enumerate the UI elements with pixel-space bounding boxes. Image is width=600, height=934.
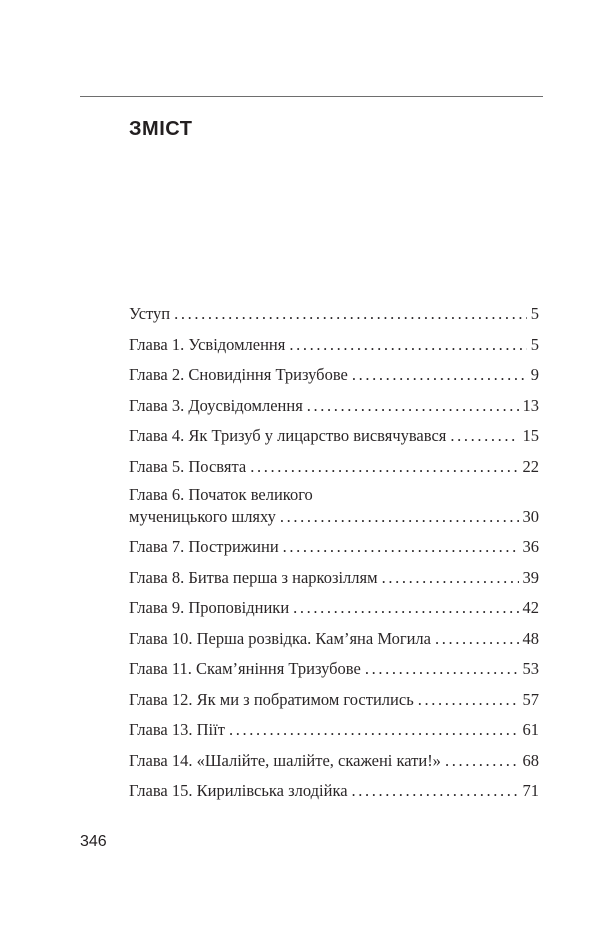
- dot-leader: [418, 688, 519, 712]
- toc-entry-title: Глава 9. Проповідники: [129, 598, 290, 617]
- toc-entry-page: 71: [522, 781, 539, 800]
- toc-entry-title: Глава 3. Доусвідомлення: [129, 395, 303, 415]
- dot-leader: [352, 779, 519, 803]
- toc-entry-chapter-9[interactable]: [129, 596, 539, 627]
- toc-entry-chapter-6[interactable]: [129, 485, 539, 535]
- top-rule: [80, 96, 543, 97]
- page-number: 346: [80, 833, 107, 850]
- dot-leader: [229, 718, 519, 742]
- dot-leader: [293, 596, 518, 620]
- dot-leader: [280, 505, 519, 529]
- toc-entry-chapter-12[interactable]: [129, 688, 539, 719]
- toc-entry-page: 30: [522, 507, 539, 526]
- toc-entry-chapter-2[interactable]: [129, 363, 539, 394]
- toc-entry-title-line-1: Глава 6. Початок великого: [129, 485, 313, 504]
- toc-entry-title: Глава 7. Пострижини: [129, 537, 279, 556]
- dot-leader: [445, 749, 519, 773]
- dot-leader: [450, 424, 518, 448]
- toc-entry-chapter-15[interactable]: [129, 779, 539, 810]
- toc-entry-title: Глава 5. Посвята: [129, 456, 247, 476]
- toc-entry-title-line-2: мученицького шляху: [129, 507, 276, 526]
- toc-entry-title: Глава 15. Кирилівська злодійка: [129, 781, 348, 800]
- dot-leader: [250, 455, 518, 479]
- toc-entry-chapter-1[interactable]: [129, 333, 539, 364]
- toc-entry-chapter-13[interactable]: [129, 718, 539, 749]
- toc-entry-title: Глава 14. «Шалійте, шалійте, скажені кати!»: [129, 750, 441, 770]
- toc-entry-title: Глава 10. Перша розвідка. Кам’яна Могила: [129, 628, 431, 648]
- toc-entry-title-line-1-row: [129, 485, 539, 505]
- toc-entry-title: Глава 13. Піїт: [129, 720, 225, 739]
- toc-entry-chapter-5[interactable]: [129, 455, 539, 486]
- toc-entry-page: 42: [522, 598, 539, 617]
- toc-entry-chapter-7[interactable]: [129, 535, 539, 566]
- dot-leader: [174, 302, 527, 326]
- toc-entry-chapter-11[interactable]: [129, 657, 539, 688]
- toc-entry-page: 9: [530, 365, 539, 384]
- toc-entry-title: Глава 11. Скам’яніння Тризубове: [129, 659, 361, 678]
- toc-entry-chapter-3[interactable]: [129, 394, 539, 425]
- dot-leader: [382, 566, 519, 590]
- toc-entry-title: Уступ: [129, 304, 171, 323]
- toc-entry-page: 39: [522, 567, 539, 587]
- dot-leader: [365, 657, 519, 681]
- toc-entry-chapter-14[interactable]: [129, 749, 539, 780]
- dot-leader: [307, 394, 519, 418]
- dot-leader: [283, 535, 519, 559]
- dot-leader: [352, 363, 527, 387]
- toc-entry-chapter-10[interactable]: [129, 627, 539, 658]
- toc-entry-page: 5: [530, 334, 539, 354]
- toc-entry-title-line-2-row: [129, 505, 539, 535]
- toc-entry-title: Глава 8. Битва перша з наркозіллям: [129, 567, 378, 587]
- toc-entry-page: 22: [522, 456, 539, 476]
- toc-entry-page: 57: [522, 689, 539, 709]
- toc-entry-page: 15: [522, 426, 539, 445]
- toc-entry-title: Глава 1. Усвідомлення: [129, 334, 286, 354]
- toc-entry-title: Глава 4. Як Тризуб у лицарство висвячувався: [129, 426, 447, 445]
- toc-entry-page: 5: [530, 304, 539, 323]
- toc-entry-chapter-4[interactable]: [129, 424, 539, 455]
- toc-entry-page: 36: [522, 537, 539, 556]
- page-title: ЗМІСТ: [129, 118, 193, 140]
- toc-entry-title: Глава 12. Як ми з побратимом гостились: [129, 689, 414, 709]
- dot-leader: [435, 627, 519, 651]
- toc-entry-title: Глава 2. Сновидіння Тризубове: [129, 365, 348, 384]
- table-of-contents: [129, 302, 539, 810]
- toc-entry-page: 48: [522, 628, 539, 648]
- toc-entry-page: 53: [522, 659, 539, 678]
- toc-entry-page: 13: [522, 395, 539, 415]
- toc-entry-chapter-8[interactable]: [129, 566, 539, 597]
- toc-entry-page: 68: [522, 750, 539, 770]
- dot-leader: [289, 333, 526, 357]
- toc-entry-page: 61: [522, 720, 539, 739]
- toc-entry-intro[interactable]: [129, 302, 539, 333]
